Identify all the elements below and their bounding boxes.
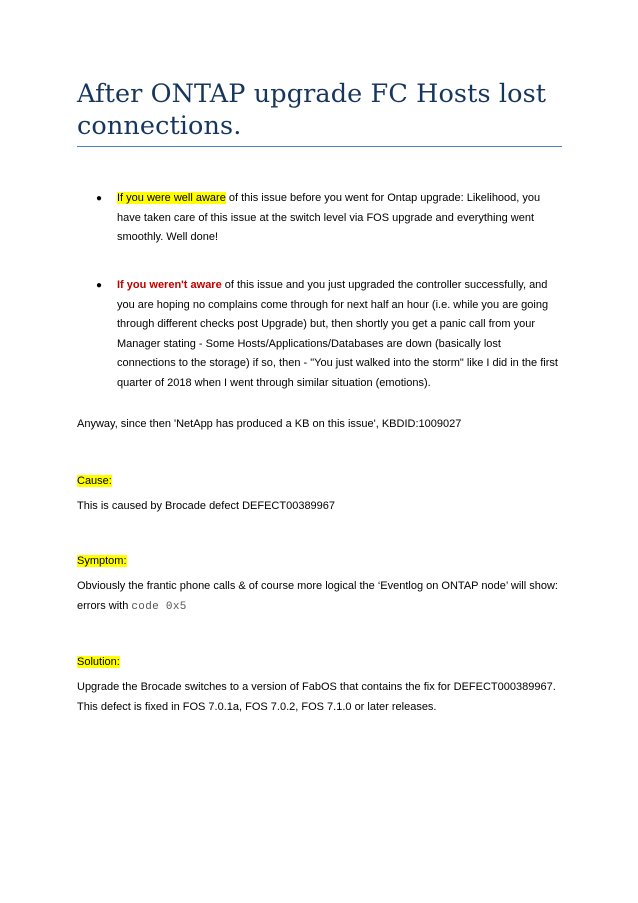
symptom-code: code 0x5 bbox=[131, 600, 187, 613]
bullet-dot-icon: ● bbox=[96, 193, 103, 204]
symptom-heading-line bbox=[77, 552, 567, 572]
solution-text: Upgrade the Brocade switches to a version of FabOS that contains the fix for DEFECT000389967. This defect is fixed in FOS 7.0.1a, FOS 7.0.2, FOS 7.1.0 or later releases. bbox=[77, 681, 556, 713]
bullet-not-aware bbox=[96, 276, 562, 393]
bullet-aware-text: of this issue before you went for Ontap upgrade: Likelihood, you have taken care of this issue at the switch level via FOS upgrade and everything went smoothly. Well done! bbox=[117, 192, 541, 243]
bullet-not-aware-lead: If you weren't aware bbox=[117, 279, 222, 291]
solution-heading: Solution: bbox=[77, 656, 120, 668]
title-underline bbox=[77, 146, 562, 147]
cause-heading-line bbox=[77, 472, 567, 492]
symptom-text bbox=[77, 577, 567, 617]
document-title: After ONTAP upgrade FC Hosts lost connections. bbox=[77, 79, 547, 141]
bullet-not-aware-text: of this issue and you just upgraded the controller successfully, and you are hoping no complains come through for next half an hour (i.e. while you are going through different checks post Upgrade) but, then shortly you get a panic call from your Manager stating - Some Hosts/Applications/Databases are down (basically lost connections to the storage) if so, then - "You just walked into the storm" like I did in the first quarter of 2018 when I went through similar situation (emotions). bbox=[117, 279, 558, 389]
bullet-aware bbox=[96, 189, 562, 248]
kb-paragraph: Anyway, since then 'NetApp has produced a KB on this issue', KBDID:1009027 bbox=[77, 418, 462, 430]
solution-heading-line bbox=[77, 653, 567, 673]
cause-text: This is caused by Brocade defect DEFECT00389967 bbox=[77, 500, 336, 512]
bullet-dot-icon: ● bbox=[96, 280, 103, 291]
symptom-body: Obviously the frantic phone calls & of course more logical the ‘Eventlog on ONTAP node’ will show: errors with bbox=[77, 580, 558, 612]
cause-heading: Cause: bbox=[77, 475, 112, 487]
bullet-aware-lead: If you were well aware bbox=[117, 192, 226, 204]
symptom-heading: Symptom: bbox=[77, 555, 127, 567]
